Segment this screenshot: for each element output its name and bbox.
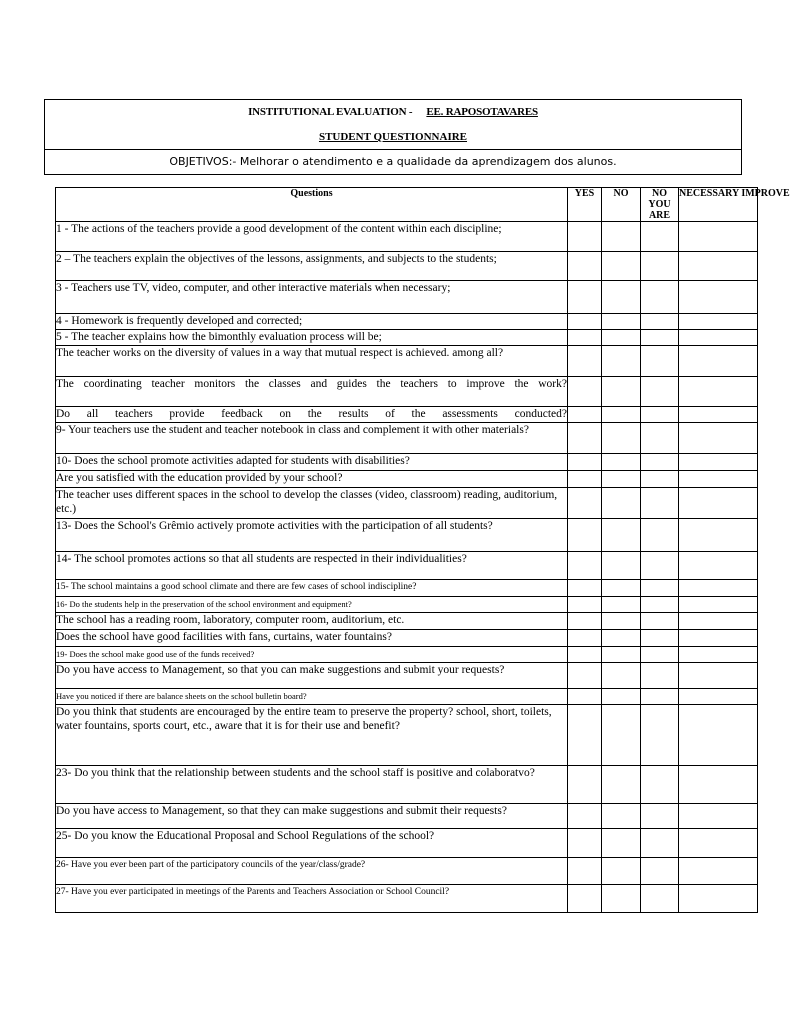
answer-cell-no[interactable]: [602, 663, 641, 689]
answer-cell-no-you-are[interactable]: [641, 330, 679, 346]
answer-cell-no-you-are[interactable]: [641, 346, 679, 377]
answer-cell-no-you-are[interactable]: [641, 471, 679, 488]
answer-cell-yes[interactable]: [568, 858, 602, 885]
question-text: 14- The school promotes actions so that all students are respected in their individualities?: [56, 552, 568, 580]
answer-cell-yes[interactable]: [568, 519, 602, 552]
answer-cell-necessary-improve[interactable]: [679, 663, 758, 689]
question-text: 9- Your teachers use the student and teacher notebook in class and complement it with other materials?: [56, 423, 568, 454]
answer-cell-no-you-are[interactable]: [641, 454, 679, 471]
question-row: [56, 488, 758, 519]
answer-cell-no[interactable]: [602, 454, 641, 471]
answer-cell-yes[interactable]: [568, 804, 602, 829]
answer-cell-necessary-improve[interactable]: [679, 281, 758, 314]
answer-cell-yes[interactable]: [568, 314, 602, 330]
answer-cell-necessary-improve[interactable]: [679, 330, 758, 346]
answer-cell-necessary-improve[interactable]: [679, 613, 758, 630]
question-row: [56, 377, 758, 407]
question-row: [56, 222, 758, 252]
question-text: 2 – The teachers explain the objectives of the lessons, assignments, and subjects to the students;: [56, 252, 568, 281]
answer-cell-necessary-improve[interactable]: [679, 377, 758, 407]
question-row: [56, 766, 758, 804]
answer-cell-no-you-are[interactable]: [641, 519, 679, 552]
answer-cell-necessary-improve[interactable]: [679, 858, 758, 885]
answer-cell-no[interactable]: [602, 552, 641, 580]
question-row: [56, 885, 758, 913]
answer-cell-yes[interactable]: [568, 488, 602, 519]
column-header-necessary-improve: NECESSARY IMPROVE: [679, 188, 758, 222]
question-text: Have you noticed if there are balance sheets on the school bulletin board?: [56, 689, 568, 705]
question-text: 26- Have you ever been part of the participatory councils of the year/class/grade?: [56, 858, 568, 885]
answer-cell-no-you-are[interactable]: [641, 423, 679, 454]
answer-cell-no[interactable]: [602, 471, 641, 488]
question-row: [56, 552, 758, 580]
answer-cell-no[interactable]: [602, 423, 641, 454]
answer-cell-necessary-improve[interactable]: [679, 552, 758, 580]
answer-cell-yes[interactable]: [568, 346, 602, 377]
question-text: Do you have access to Management, so that they can make suggestions and submit their requests?: [56, 804, 568, 829]
answer-cell-no-you-are[interactable]: [641, 252, 679, 281]
answer-cell-no-you-are[interactable]: [641, 885, 679, 913]
answer-cell-necessary-improve[interactable]: [679, 804, 758, 829]
question-row: [56, 330, 758, 346]
answer-cell-no[interactable]: [602, 377, 641, 407]
answer-cell-necessary-improve[interactable]: [679, 252, 758, 281]
answer-cell-necessary-improve[interactable]: [679, 885, 758, 913]
question-row: [56, 580, 758, 597]
question-text: Are you satisfied with the education provided by your school?: [56, 471, 568, 488]
answer-cell-yes[interactable]: [568, 885, 602, 913]
answer-cell-no-you-are[interactable]: [641, 705, 679, 766]
document-title: [45, 106, 741, 118]
answer-cell-no-you-are[interactable]: [641, 407, 679, 423]
answer-cell-necessary-improve[interactable]: [679, 314, 758, 330]
answer-cell-no-you-are[interactable]: [641, 613, 679, 630]
table-header-row: [56, 188, 758, 222]
answer-cell-no-you-are[interactable]: [641, 314, 679, 330]
question-row: [56, 314, 758, 330]
answer-cell-yes[interactable]: [568, 454, 602, 471]
question-row: [56, 597, 758, 613]
answer-cell-necessary-improve[interactable]: [679, 705, 758, 766]
answer-cell-no[interactable]: [602, 804, 641, 829]
answer-cell-yes[interactable]: [568, 630, 602, 647]
answer-cell-yes[interactable]: [568, 222, 602, 252]
question-text: The school has a reading room, laboratory, computer room, auditorium, etc.: [56, 613, 568, 630]
column-header-no-you-are: NO YOU ARE: [641, 188, 679, 222]
answer-cell-yes[interactable]: [568, 597, 602, 613]
question-text: 16- Do the students help in the preservation of the school environment and equipment?: [56, 597, 568, 613]
answer-cell-yes[interactable]: [568, 377, 602, 407]
answer-cell-no[interactable]: [602, 346, 641, 377]
objectives-text: OBJETIVOS:- Melhorar o atendimento e a qualidade da aprendizagem dos alunos.: [169, 155, 617, 168]
answer-cell-no-you-are[interactable]: [641, 766, 679, 804]
question-row: [56, 346, 758, 377]
question-text: 5 - The teacher explains how the bimonthly evaluation process will be;: [56, 330, 568, 346]
answer-cell-no[interactable]: [602, 330, 641, 346]
question-row: [56, 423, 758, 454]
answer-cell-yes[interactable]: [568, 252, 602, 281]
question-text: The coordinating teacher monitors the classes and guides the teachers to improve the work?: [56, 377, 568, 407]
answer-cell-no[interactable]: [602, 829, 641, 858]
answer-cell-yes[interactable]: [568, 647, 602, 663]
question-row: [56, 454, 758, 471]
answer-cell-no[interactable]: [602, 407, 641, 423]
answer-cell-necessary-improve[interactable]: [679, 346, 758, 377]
answer-cell-yes[interactable]: [568, 471, 602, 488]
question-text: Do all teachers provide feedback on the results of the assessments conducted?: [56, 407, 568, 423]
answer-cell-yes[interactable]: [568, 663, 602, 689]
answer-cell-no[interactable]: [602, 630, 641, 647]
answer-cell-no[interactable]: [602, 519, 641, 552]
answer-cell-no-you-are[interactable]: [641, 597, 679, 613]
answer-cell-no-you-are[interactable]: [641, 689, 679, 705]
answer-cell-necessary-improve[interactable]: [679, 766, 758, 804]
question-text: 10- Does the school promote activities adapted for students with disabilities?: [56, 454, 568, 471]
answer-cell-no-you-are[interactable]: [641, 552, 679, 580]
answer-cell-no[interactable]: [602, 580, 641, 597]
question-row: [56, 407, 758, 423]
question-text: Does the school have good facilities with fans, curtains, water fountains?: [56, 630, 568, 647]
column-header-questions: Questions: [56, 188, 568, 222]
question-row: [56, 705, 758, 766]
answer-cell-yes[interactable]: [568, 552, 602, 580]
answer-cell-necessary-improve[interactable]: [679, 222, 758, 252]
questions-body: [56, 222, 758, 913]
question-text: 1 - The actions of the teachers provide a good development of the content within each discipline;: [56, 222, 568, 252]
answer-cell-no-you-are[interactable]: [641, 858, 679, 885]
answer-cell-no-you-are[interactable]: [641, 829, 679, 858]
answer-cell-yes[interactable]: [568, 829, 602, 858]
answer-cell-no[interactable]: [602, 858, 641, 885]
answer-cell-no[interactable]: [602, 597, 641, 613]
question-text: 25- Do you know the Educational Proposal and School Regulations of the school?: [56, 829, 568, 858]
question-text: 19- Does the school make good use of the funds received?: [56, 647, 568, 663]
answer-cell-no-you-are[interactable]: [641, 377, 679, 407]
question-text: 4 - Homework is frequently developed and corrected;: [56, 314, 568, 330]
answer-cell-no[interactable]: [602, 613, 641, 630]
answer-cell-yes[interactable]: [568, 407, 602, 423]
answer-cell-yes[interactable]: [568, 689, 602, 705]
question-row: [56, 663, 758, 689]
answer-cell-yes[interactable]: [568, 330, 602, 346]
answer-cell-no[interactable]: [602, 705, 641, 766]
answer-cell-necessary-improve[interactable]: [679, 580, 758, 597]
question-text: 15- The school maintains a good school climate and there are few cases of school indiscipline?: [56, 580, 568, 597]
answer-cell-necessary-improve[interactable]: [679, 423, 758, 454]
header-divider: [45, 149, 741, 150]
answer-cell-no-you-are[interactable]: [641, 647, 679, 663]
question-text: 27- Have you ever participated in meetings of the Parents and Teachers Association or School Council?: [56, 885, 568, 913]
answer-cell-yes[interactable]: [568, 423, 602, 454]
answer-cell-yes[interactable]: [568, 613, 602, 630]
answer-cell-necessary-improve[interactable]: [679, 488, 758, 519]
questionnaire-table: [55, 187, 790, 913]
answer-cell-yes[interactable]: [568, 705, 602, 766]
column-header-no: NO: [602, 188, 641, 222]
question-row: [56, 252, 758, 281]
question-row: [56, 471, 758, 488]
question-text: 23- Do you think that the relationship between students and the school staff is positive and colaboratvo?: [56, 766, 568, 804]
answer-cell-no[interactable]: [602, 252, 641, 281]
question-row: [56, 858, 758, 885]
answer-cell-yes[interactable]: [568, 580, 602, 597]
answer-cell-no-you-are[interactable]: [641, 488, 679, 519]
question-row: [56, 519, 758, 552]
answer-cell-no[interactable]: [602, 222, 641, 252]
answer-cell-necessary-improve[interactable]: [679, 647, 758, 663]
answer-cell-no[interactable]: [602, 885, 641, 913]
question-row: [56, 689, 758, 705]
answer-cell-necessary-improve[interactable]: [679, 454, 758, 471]
answer-cell-necessary-improve[interactable]: [679, 471, 758, 488]
question-row: [56, 281, 758, 314]
school-name: EE. RAPOSOTAVARES: [426, 106, 538, 118]
question-row: [56, 647, 758, 663]
question-text: Do you think that students are encouraged by the entire team to preserve the property? school, short, toilets, water fountains, sports court, etc., aware that it is for their use and benefit?: [56, 705, 568, 766]
question-text: Do you have access to Management, so that you can make suggestions and submit your requests?: [56, 663, 568, 689]
column-header-yes: YES: [568, 188, 602, 222]
question-row: [56, 804, 758, 829]
answer-cell-necessary-improve[interactable]: [679, 407, 758, 423]
answer-cell-no-you-are[interactable]: [641, 663, 679, 689]
answer-cell-no[interactable]: [602, 314, 641, 330]
answer-cell-no-you-are[interactable]: [641, 580, 679, 597]
answer-cell-necessary-improve[interactable]: [679, 630, 758, 647]
answer-cell-no[interactable]: [602, 689, 641, 705]
answer-cell-no-you-are[interactable]: [641, 281, 679, 314]
answer-cell-no-you-are[interactable]: [641, 630, 679, 647]
question-row: [56, 829, 758, 858]
answer-cell-yes[interactable]: [568, 281, 602, 314]
question-text: The teacher works on the diversity of values in a way that mutual respect is achieved. among all?: [56, 346, 568, 377]
answer-cell-no[interactable]: [602, 488, 641, 519]
question-text: 3 - Teachers use TV, video, computer, and other interactive materials when necessary;: [56, 281, 568, 314]
question-row: [56, 630, 758, 647]
answer-cell-necessary-improve[interactable]: [679, 689, 758, 705]
answer-cell-no-you-are[interactable]: [641, 804, 679, 829]
question-row: [56, 613, 758, 630]
answer-cell-no[interactable]: [602, 766, 641, 804]
question-text: The teacher uses different spaces in the school to develop the classes (video, classroom) reading, auditorium, etc.): [56, 488, 568, 519]
answer-cell-no-you-are[interactable]: [641, 222, 679, 252]
title-text: INSTITUTIONAL EVALUATION -: [248, 106, 413, 118]
answer-cell-no[interactable]: [602, 281, 641, 314]
answer-cell-necessary-improve[interactable]: [679, 829, 758, 858]
answer-cell-yes[interactable]: [568, 766, 602, 804]
answer-cell-necessary-improve[interactable]: [679, 597, 758, 613]
document-subtitle: STUDENT QUESTIONNAIRE: [318, 131, 468, 143]
question-text: 13- Does the School's Grêmio actively promote activities with the participation of all students?: [56, 519, 568, 552]
header-box: [44, 99, 742, 175]
answer-cell-no[interactable]: [602, 647, 641, 663]
answer-cell-necessary-improve[interactable]: [679, 519, 758, 552]
